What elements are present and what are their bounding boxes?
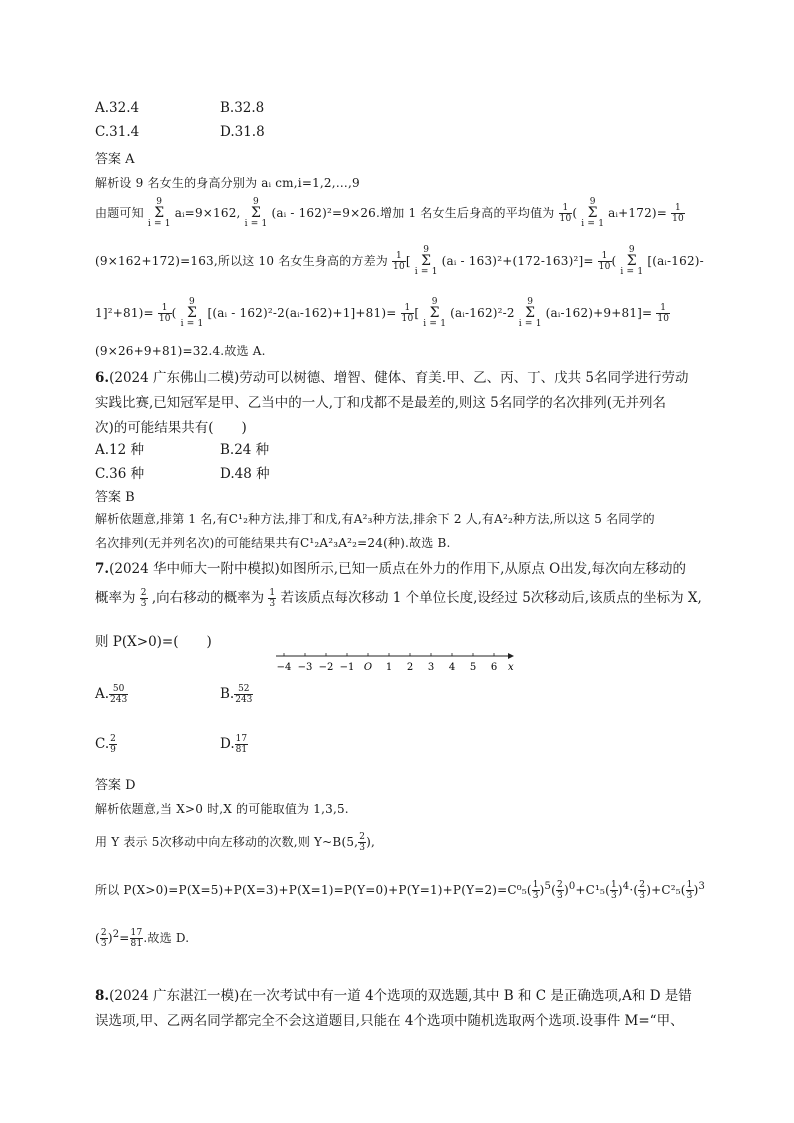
number-line-tick-label: O bbox=[363, 662, 373, 673]
q6-stem-line2: 实践比赛,已知冠军是甲、乙当中的一人,丁和戊都不是最差的,则这 5名同学的名次排列(无并列名 bbox=[95, 395, 667, 411]
number-line-tick-label: −1 bbox=[339, 662, 355, 673]
q6-stem-line3: 次)的可能结果共有( ) bbox=[95, 420, 247, 436]
q5-options-row2 bbox=[95, 124, 265, 140]
number-line-figure bbox=[276, 646, 516, 674]
number-line-tick-label: 1 bbox=[385, 662, 393, 673]
number-line-tick-label: −3 bbox=[297, 662, 313, 673]
q7-solution-line4: ( $\frac{2}{3}$ )$^2$= $\frac{17}{81}$ .故选 D. bbox=[95, 928, 190, 949]
q7-option-c[interactable]: C. $\frac{2}{9}$ bbox=[95, 734, 116, 755]
number-line-svg bbox=[276, 646, 516, 674]
q7-solution-line2: 用 Y 表示 5次移动中向左移动的次数,则 Y~B(5, $\frac{2}{3}$ ), bbox=[95, 832, 376, 853]
q6-options-row2 bbox=[95, 462, 270, 482]
number-line-tick-label: 4 bbox=[448, 662, 456, 673]
q5-option-a[interactable]: A.32.4 bbox=[95, 100, 140, 116]
q6-stem-line1: 6.(2024 广东佛山二模)劳动可以树德、增智、健体、育美.甲、乙、丙、丁、戊共 5名同学进行劳动 bbox=[95, 370, 689, 386]
q6-option-b[interactable]: B.24 种 bbox=[220, 442, 270, 458]
q6-option-d[interactable]: D.48 种 bbox=[220, 466, 270, 482]
q7-stem-line2: 概率为 $\frac{2}{3}$ ,向右移动的概率为 $\frac{1}{3}$ 若该质点每次移动 1 个单位长度,设经过 5次移动后,该质点的坐标为 X, bbox=[95, 588, 702, 609]
q5-solution-line2: 由题可知 9 Σ i = 1 aᵢ=9×162, 9 Σ i = 1 (aᵢ - 162)²=9×26.增加 1 名女生后身高的平均值为 $\frac{1}{10}$ ( 9 Σ i = 1 aᵢ+172)= $\frac{1}{10}$ bbox=[95, 197, 684, 229]
number-line-arrow bbox=[508, 653, 514, 659]
q6-solution-line2: 名次排列(无并列名次)的可能结果共有C¹₂A²₃A²₂=24(种).故选 B. bbox=[95, 536, 451, 550]
q5-solution-line4: 1]²+81)= $\frac{1}{10}$ ( 9 Σ i = 1 [(aᵢ - 162)²-2(aᵢ-162)+1]+81)= $\frac{1}{10}$ [ 9 Σ i = 1 (aᵢ-162)²-2 9 Σ i = 1 (aᵢ-162)+9+81]= $\frac{1}{10}$ bbox=[95, 297, 670, 329]
q7-stem-line3: 则 P(X>0)=( ) bbox=[95, 634, 212, 650]
number-line-tick-label: −4 bbox=[276, 662, 292, 673]
q7-option-a[interactable]: A. $\frac{50}{243}$ bbox=[95, 684, 128, 705]
q7-answer: 答案 D bbox=[95, 778, 136, 793]
number-line-tick-label: 5 bbox=[469, 662, 477, 673]
q6-option-a[interactable]: A.12 种 bbox=[95, 442, 145, 458]
q5-options-row1 bbox=[95, 100, 264, 116]
q6-solution-line1: 解析依题意,排第 1 名,有C¹₂种方法,排丁和戊,有A²₃种方法,排余下 2 人,有A²₂种方法,所以这 5 名同学的 bbox=[95, 512, 655, 526]
q7-option-d[interactable]: D. $\frac{17}{81}$ bbox=[220, 734, 248, 755]
number-line-tick-label: 2 bbox=[406, 662, 414, 673]
q7-stem-line1: 7.(2024 华中师大一附中模拟)如图所示,已知一质点在外力的作用下,从原点 O出发,每次向左移动的 bbox=[95, 561, 687, 577]
q5-solution-line5: (9×26+9+81)=32.4.故选 A. bbox=[95, 344, 266, 358]
number-line-tick-label: 6 bbox=[490, 662, 498, 673]
number-line-tick-label: −2 bbox=[318, 662, 334, 673]
q8-stem-line1: 8.(2024 广东湛江一模)在一次考试中有一道 4个选项的双选题,其中 B 和 C 是正确选项,A和 D 是错 bbox=[95, 988, 692, 1004]
number-line-tick-label: 3 bbox=[427, 662, 435, 673]
q6-options-row1 bbox=[95, 438, 269, 458]
q7-options-row2 bbox=[95, 734, 248, 755]
q5-answer: 答案 A bbox=[95, 152, 135, 167]
q5-option-d[interactable]: D.31.8 bbox=[220, 124, 265, 140]
q8-stem-line2: 误选项,甲、乙两名同学都完全不会这道题目,只能在 4个选项中随机选取两个选项.设事件 M=“甲、 bbox=[95, 1013, 684, 1029]
axis-label-x: x bbox=[508, 662, 514, 673]
q5-option-c[interactable]: C.31.4 bbox=[95, 124, 140, 140]
q7-solution-line3: 所以 P(X>0)=P(X=5)+P(X=3)+P(X=1)=P(Y=0)+P(Y=1)+P(Y=2)=C⁰₅( $\frac{1}{3}$ )$^5$( $\frac{2}{3}$ )$^0$+C¹₅( $\frac{1}{3}$ )$^4$·( $\frac{2}{3}$ )+C²₅( $\frac{1}{3}$ )$^3$ bbox=[95, 880, 706, 901]
q6-option-c[interactable]: C.36 种 bbox=[95, 466, 145, 482]
q5-solution-line1: 解析设 9 名女生的身高分别为 aᵢ cm,i=1,2,…,9 bbox=[95, 176, 360, 190]
q5-option-b[interactable]: B.32.8 bbox=[220, 100, 265, 116]
q5-solution-line3: (9×162+172)=163,所以这 10 名女生身高的方差为 $\frac{1}{10}$ [ 9 Σ i = 1 (aᵢ - 163)²+(172-163)²]= $\frac{1}{10}$ ( 9 Σ i = 1 [(aᵢ-162)- bbox=[95, 245, 704, 277]
q6-answer: 答案 B bbox=[95, 490, 135, 505]
q7-option-b[interactable]: B. $\frac{52}{243}$ bbox=[220, 684, 253, 705]
q7-options-row1 bbox=[95, 684, 253, 705]
q7-solution-line1: 解析依题意,当 X>0 时,X 的可能取值为 1,3,5. bbox=[95, 802, 349, 816]
